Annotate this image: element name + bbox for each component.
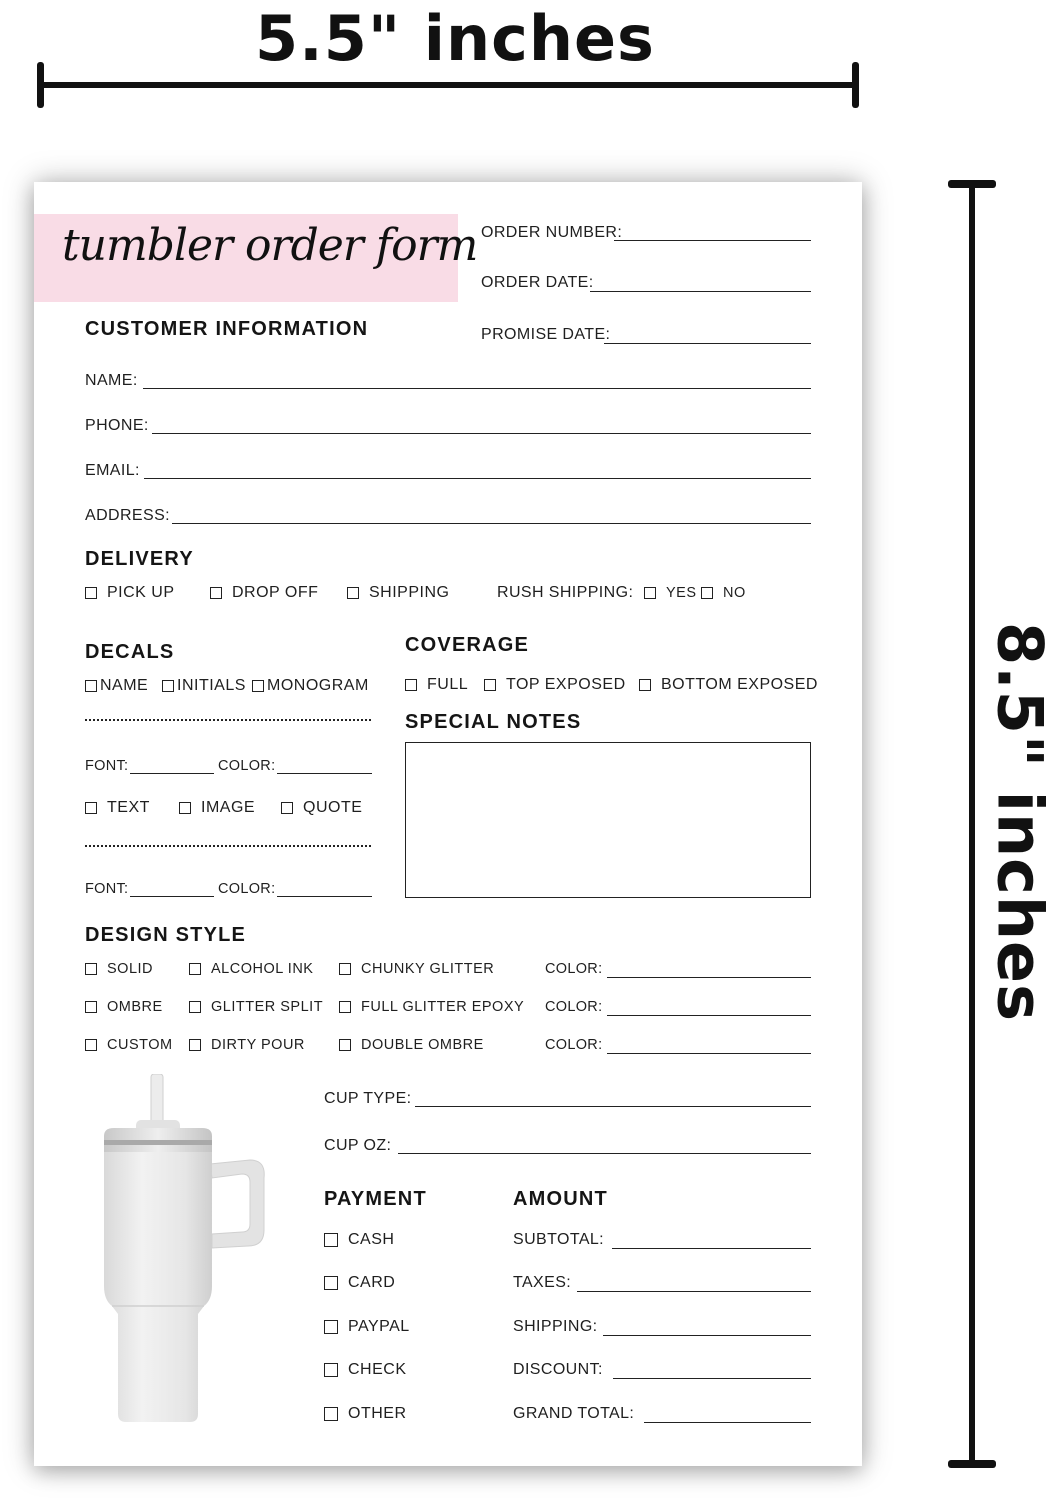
checkbox[interactable]	[644, 587, 656, 599]
amount-heading: AMOUNT	[513, 1188, 608, 1210]
name-line[interactable]	[143, 388, 811, 389]
decal-color-line-2[interactable]	[277, 896, 372, 897]
height-dimension-label: 8.5" inches	[983, 622, 1057, 1022]
design-style-heading: DESIGN STYLE	[85, 924, 247, 946]
rush-yes-option[interactable]: YES	[644, 585, 697, 601]
discount-line[interactable]	[613, 1378, 811, 1379]
decal-color-label-1: COLOR:	[218, 758, 276, 774]
style-dirty-pour-option[interactable]: DIRTY POUR	[189, 1037, 305, 1053]
shipping-amount-label: SHIPPING:	[513, 1318, 598, 1335]
email-label: EMAIL:	[85, 462, 140, 479]
decal-color-line-1[interactable]	[277, 773, 372, 774]
decals-heading: DECALS	[85, 641, 175, 663]
payment-other-option[interactable]: OTHER	[324, 1405, 407, 1423]
order-date-label: ORDER DATE:	[481, 274, 594, 291]
checkbox[interactable]	[85, 963, 97, 975]
checkbox[interactable]	[484, 679, 496, 691]
coverage-bottom-exposed-option[interactable]: BOTTOM EXPOSED	[639, 676, 818, 694]
style-chunky-glitter-option[interactable]: CHUNKY GLITTER	[339, 961, 494, 977]
address-label: ADDRESS:	[85, 507, 170, 524]
order-number-line[interactable]	[614, 240, 811, 241]
style-double-ombre-option[interactable]: DOUBLE OMBRE	[339, 1037, 484, 1053]
checkbox[interactable]	[324, 1407, 338, 1421]
coverage-heading: COVERAGE	[405, 634, 530, 656]
checkbox[interactable]	[405, 679, 417, 691]
cup-type-label: CUP TYPE:	[324, 1090, 412, 1107]
order-number-label: ORDER NUMBER:	[481, 224, 623, 241]
checkbox[interactable]	[281, 802, 293, 814]
height-bar-top-cap	[948, 180, 996, 188]
style-color-line-2[interactable]	[607, 1015, 811, 1016]
delivery-pickup-option[interactable]: PICK UP	[85, 584, 175, 602]
style-glitter-split-option[interactable]: GLITTER SPLIT	[189, 999, 323, 1015]
cup-oz-label: CUP OZ:	[324, 1137, 392, 1154]
decal-font-line-1[interactable]	[130, 773, 214, 774]
style-color-line-3[interactable]	[607, 1053, 811, 1054]
payment-check-option[interactable]: CHECK	[324, 1361, 407, 1379]
decal-text-line-2[interactable]	[85, 845, 371, 847]
taxes-line[interactable]	[577, 1291, 811, 1292]
subtotal-label: SUBTOTAL:	[513, 1231, 605, 1248]
decal-initials-option[interactable]: INITIALS	[162, 677, 246, 695]
payment-heading: PAYMENT	[324, 1188, 427, 1210]
width-dimension-bar	[40, 82, 858, 88]
style-full-glitter-epoxy-option[interactable]: FULL GLITTER EPOXY	[339, 999, 524, 1015]
address-line[interactable]	[172, 523, 811, 524]
checkbox[interactable]	[339, 1001, 351, 1013]
checkbox[interactable]	[339, 963, 351, 975]
checkbox[interactable]	[324, 1233, 338, 1247]
checkbox[interactable]	[162, 680, 174, 692]
payment-paypal-option[interactable]: PAYPAL	[324, 1318, 410, 1336]
decal-color-label-2: COLOR:	[218, 881, 276, 897]
checkbox[interactable]	[324, 1320, 338, 1334]
rush-no-option[interactable]: NO	[701, 585, 746, 601]
checkbox[interactable]	[701, 587, 713, 599]
style-color-label-3: COLOR:	[545, 1037, 603, 1053]
delivery-dropoff-option[interactable]: DROP OFF	[210, 584, 318, 602]
delivery-shipping-option[interactable]: SHIPPING	[347, 584, 449, 602]
checkbox[interactable]	[85, 1001, 97, 1013]
checkbox[interactable]	[179, 802, 191, 814]
checkbox[interactable]	[189, 1001, 201, 1013]
decal-image-option[interactable]: IMAGE	[179, 799, 255, 817]
width-dimension-label: 5.5" inches	[255, 2, 655, 75]
height-dimension-bar	[969, 183, 975, 1465]
cup-oz-line[interactable]	[398, 1153, 811, 1154]
checkbox[interactable]	[639, 679, 651, 691]
checkbox[interactable]	[189, 963, 201, 975]
decal-text-line-1[interactable]	[85, 719, 371, 721]
decal-quote-option[interactable]: QUOTE	[281, 799, 362, 817]
checkbox[interactable]	[85, 802, 97, 814]
promise-date-label: PROMISE DATE:	[481, 326, 611, 343]
phone-label: PHONE:	[85, 417, 149, 434]
order-date-line[interactable]	[590, 291, 811, 292]
email-line[interactable]	[144, 478, 811, 479]
decal-monogram-option[interactable]: MONOGRAM	[252, 677, 369, 695]
order-form-sheet	[34, 182, 862, 1466]
decal-text-option[interactable]: TEXT	[85, 799, 150, 817]
width-bar-left-cap	[37, 62, 44, 108]
phone-line[interactable]	[152, 433, 811, 434]
checkbox[interactable]	[324, 1276, 338, 1290]
customer-info-heading: CUSTOMER INFORMATION	[85, 318, 369, 340]
payment-card-option[interactable]: CARD	[324, 1274, 395, 1292]
discount-label: DISCOUNT:	[513, 1361, 603, 1378]
delivery-heading: DELIVERY	[85, 548, 194, 570]
decal-name-option[interactable]: NAME	[85, 677, 148, 695]
height-bar-bottom-cap	[948, 1460, 996, 1468]
style-custom-option[interactable]: CUSTOM	[85, 1037, 173, 1053]
payment-cash-option[interactable]: CASH	[324, 1231, 394, 1249]
decal-font-label-1: FONT:	[85, 758, 129, 774]
style-solid-option[interactable]: SOLID	[85, 961, 153, 977]
decal-font-label-2: FONT:	[85, 881, 129, 897]
grand-total-line[interactable]	[644, 1422, 811, 1423]
style-color-label-2: COLOR:	[545, 999, 603, 1015]
special-notes-heading: SPECIAL NOTES	[405, 711, 582, 733]
checkbox[interactable]	[339, 1039, 351, 1051]
grand-total-label: GRAND TOTAL:	[513, 1405, 635, 1422]
style-color-label-1: COLOR:	[545, 961, 603, 977]
checkbox[interactable]	[85, 680, 97, 692]
promise-date-line[interactable]	[604, 343, 811, 344]
checkbox[interactable]	[85, 587, 97, 599]
subtotal-line[interactable]	[612, 1248, 811, 1249]
special-notes-box[interactable]	[405, 742, 811, 898]
rush-shipping-label: RUSH SHIPPING:	[497, 584, 634, 601]
checkbox[interactable]	[252, 680, 264, 692]
checkbox[interactable]	[324, 1363, 338, 1377]
style-ombre-option[interactable]: OMBRE	[85, 999, 163, 1015]
tumbler-illustration	[100, 1074, 270, 1426]
form-title: tumbler order form	[62, 220, 478, 271]
checkbox[interactable]	[347, 587, 359, 599]
style-color-line-1[interactable]	[607, 977, 811, 978]
decal-font-line-2[interactable]	[130, 896, 214, 897]
checkbox[interactable]	[189, 1039, 201, 1051]
coverage-full-option[interactable]: FULL	[405, 676, 468, 694]
shipping-amount-line[interactable]	[603, 1335, 811, 1336]
width-bar-right-cap	[852, 62, 859, 108]
taxes-label: TAXES:	[513, 1274, 572, 1291]
coverage-top-exposed-option[interactable]: TOP EXPOSED	[484, 676, 626, 694]
checkbox[interactable]	[210, 587, 222, 599]
checkbox[interactable]	[85, 1039, 97, 1051]
cup-type-line[interactable]	[415, 1106, 811, 1107]
style-alcohol-ink-option[interactable]: ALCOHOL INK	[189, 961, 313, 977]
name-label: NAME:	[85, 372, 138, 389]
